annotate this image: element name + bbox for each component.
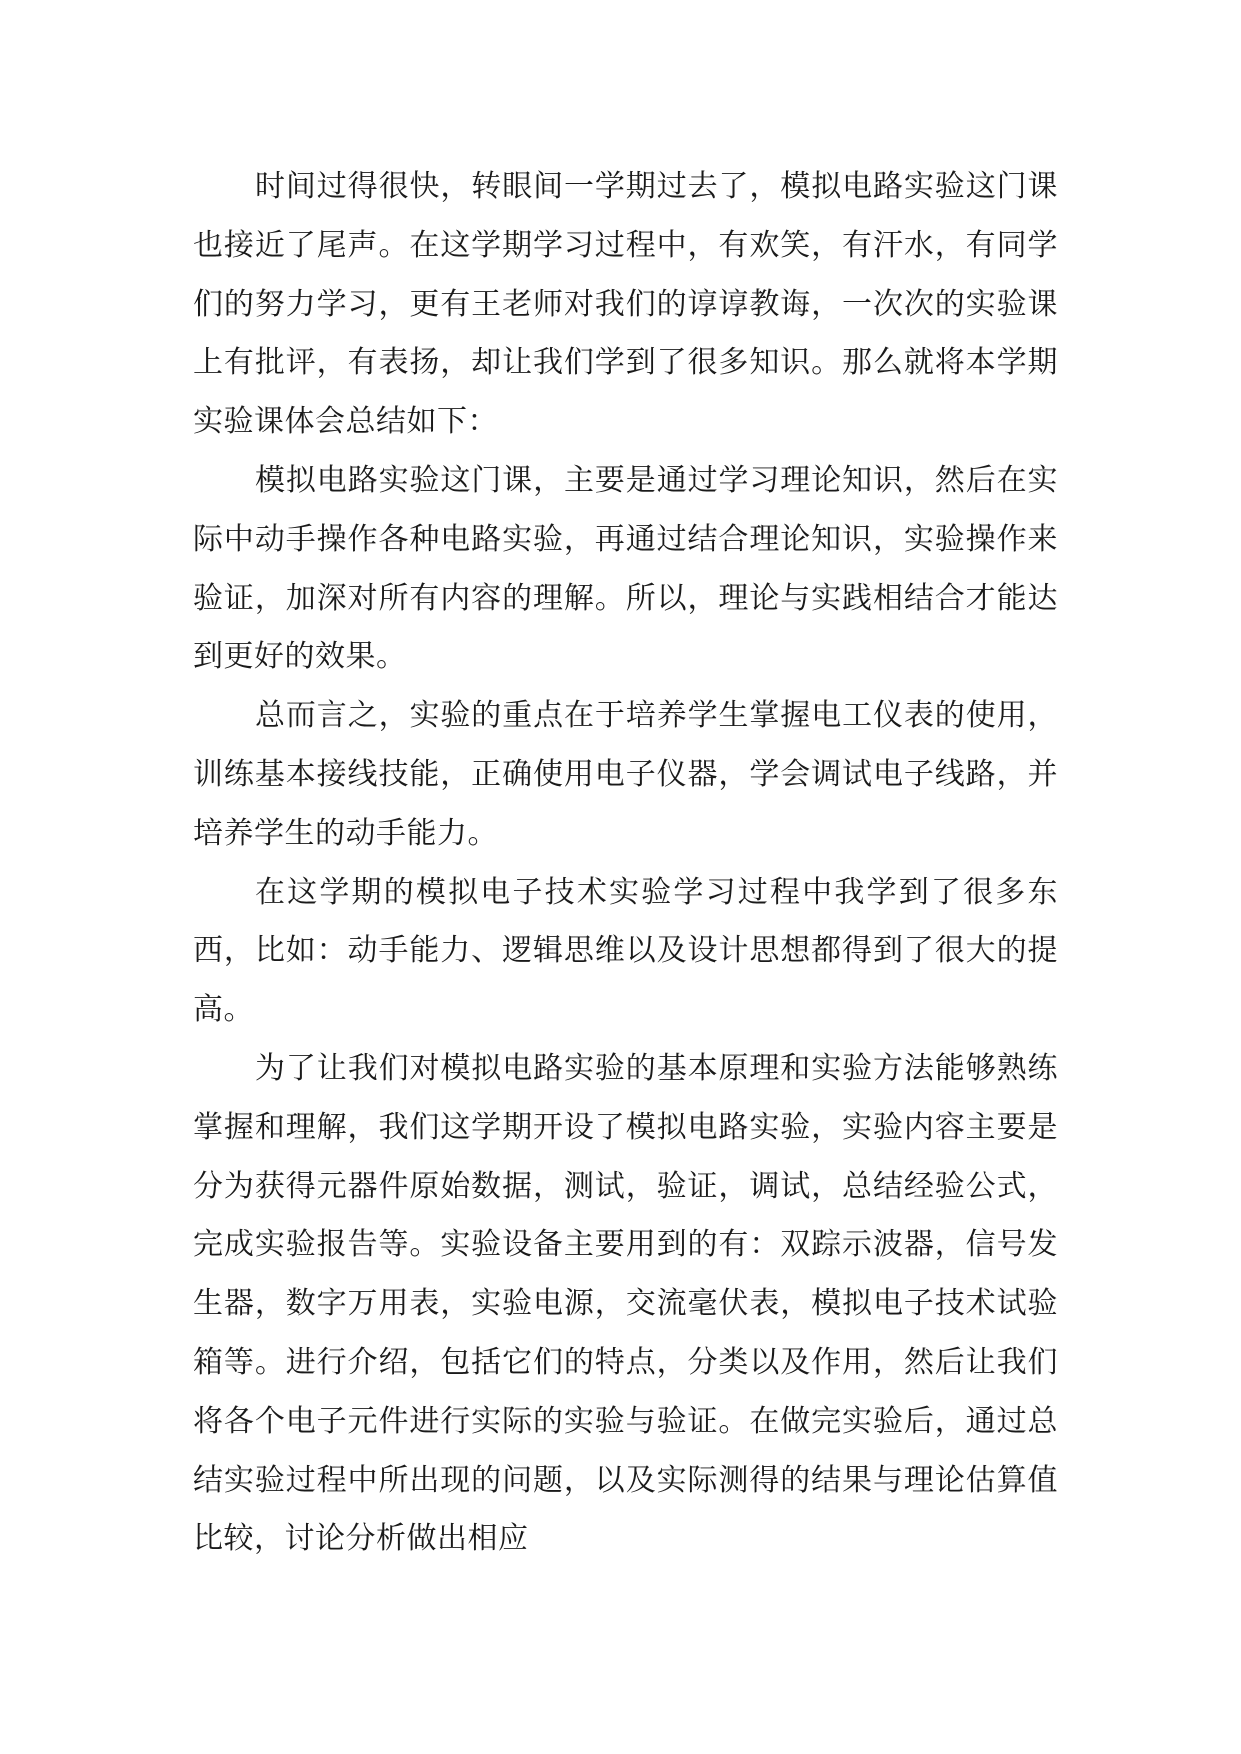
paragraph-4: 在这学期的模拟电子技术实验学习过程中我学到了很多东西，比如：动手能力、逻辑思维以及设计思想都得到了很大的提高。	[193, 874, 1058, 1028]
paragraph-3: 总而言之，实验的重点在于培养学生掌握电工仪表的使用，训练基本接线技能，正确使用电子仪器，学会调试电子线路，并培养学生的动手能力。	[193, 698, 1058, 851]
document-body	[193, 158, 1058, 1569]
paragraph-2: 模拟电路实验这门课，主要是通过学习理论知识，然后在实际中动手操作各种电路实验，再通过结合理论知识，实验操作来验证，加深对所有内容的理解。所以，理论与实践相结合才能达到更好的效果。	[193, 462, 1058, 675]
paragraph-5: 为了让我们对模拟电路实验的基本原理和实验方法能够熟练掌握和理解，我们这学期开设了模拟电路实验，实验内容主要是分为获得元器件原始数据，测试，验证，调试，总结经验公式，完成实验报告等。实验设备主要用到的有：双踪示波器，信号发生器，数字万用表，实验电源，交流毫伏表，模拟电子技术试验箱等。进行介绍，包括它们的特点，分类以及作用，然后让我们将各个电子元件进行实际的实验与验证。在做完实验后，通过总结实验过程中所出现的问题，以及实际测得的结果与理论估算值比较，讨论分析做出相应	[193, 1050, 1058, 1557]
paragraph-1: 时间过得很快，转眼间一学期过去了，模拟电路实验这门课也接近了尾声。在这学期学习过程中，有欢笑，有汗水，有同学们的努力学习，更有王老师对我们的谆谆教诲，一次次的实验课上有批评，有表扬，却让我们学到了很多知识。那么就将本学期实验课体会总结如下：	[193, 169, 1058, 440]
